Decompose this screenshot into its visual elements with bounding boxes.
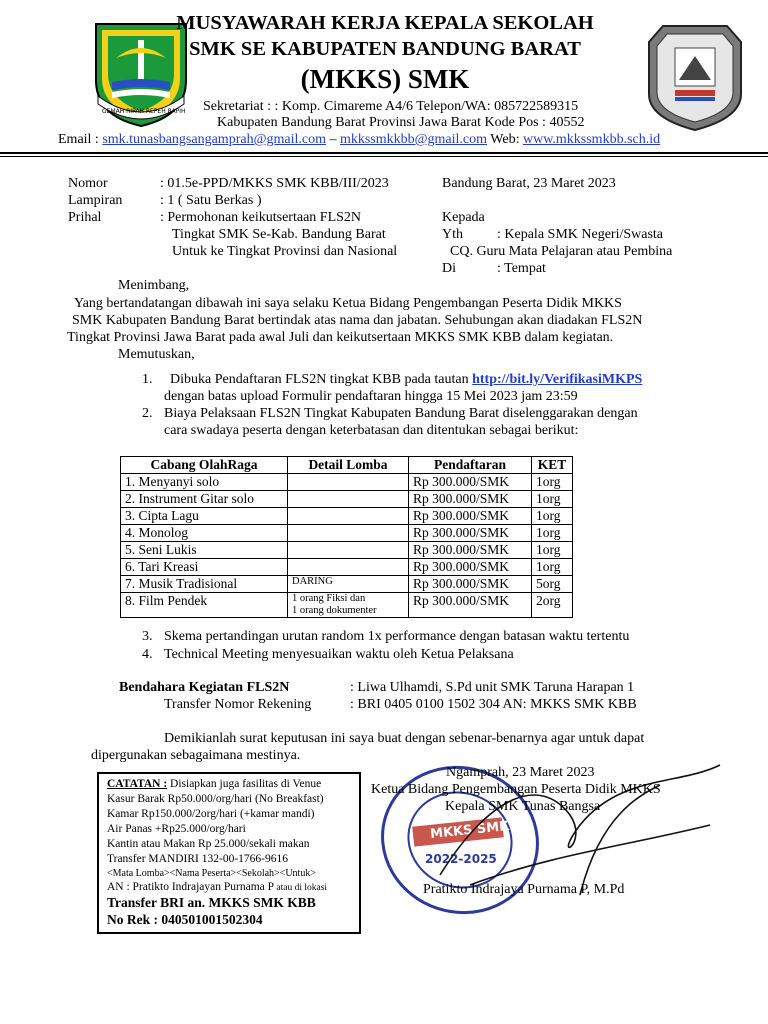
stamp-center-text: MKKS SMK xyxy=(429,818,510,843)
cell-ket: 1org xyxy=(532,508,573,525)
item-3-number: 3. xyxy=(142,629,153,644)
closing-line-1: Demikianlah surat keputusan ini saya buat dengan sebenar-benarnya agar untuk dapat xyxy=(164,731,645,746)
notes-rek: No Rek : 040501001502304 xyxy=(107,912,263,927)
nomor-value: : 01.5e-PPD/MKKS SMK KBB/III/2023 xyxy=(160,176,389,191)
item-1-number: 1. xyxy=(142,372,153,387)
prihal-value-3: Untuk ke Tingkat Provinsi dan Nasional xyxy=(172,244,398,259)
bendahara-value: : Liwa Ulhamdi, S.Pd unit SMK Taruna Harapan 1 xyxy=(350,680,635,695)
prihal-value-1: : Permohonan keikutsertaan FLS2N xyxy=(160,210,362,225)
header-detail: Detail Lomba xyxy=(288,457,409,474)
cell-ket: 1org xyxy=(532,542,573,559)
prihal-label: Prihal xyxy=(68,210,102,225)
cell-cabang: 4. Monolog xyxy=(121,525,288,542)
verification-link[interactable]: http://bit.ly/VerifikasiMKPS xyxy=(472,372,643,387)
header-title-1: MUSYAWARAH KERJA KEPALA SEKOLAH xyxy=(176,12,594,34)
email-link-2[interactable]: mkkssmkkbb@gmail.com xyxy=(339,132,488,147)
cell-biaya: Rp 300.000/SMK xyxy=(409,559,532,576)
lampiran-value: : 1 ( Satu Berkas ) xyxy=(160,193,262,208)
signature-name: Pratikto Indrajaya Purnama P, M.Pd xyxy=(423,882,625,897)
table-row xyxy=(121,542,573,559)
notes-line-3: Kamar Rp150.000/2org/hari (+kamar mandi) xyxy=(107,808,315,820)
cell-detail xyxy=(288,474,409,491)
cell-cabang: 2. Instrument Gitar solo xyxy=(121,491,288,508)
cell-cabang: 3. Cipta Lagu xyxy=(121,508,288,525)
header-cabang: Cabang OlahRaga xyxy=(121,457,288,474)
cell-ket: 1org xyxy=(532,525,573,542)
web-label: Web: xyxy=(490,132,520,147)
rekening-label: Transfer Nomor Rekening xyxy=(164,697,312,712)
paragraph-1-line-3: Tingkat Provinsi Jawa Barat pada awal Juli dan keikutsertaan MKKS SMK KBB dalam kegiatan. xyxy=(67,330,614,345)
memutuskan-heading: Memutuskan, xyxy=(118,347,195,362)
nomor-label: Nomor xyxy=(68,176,108,191)
table-row xyxy=(121,593,573,618)
table-row xyxy=(121,559,573,576)
lampiran-label: Lampiran xyxy=(68,193,123,208)
yth-value: : Kepala SMK Negeri/Swasta xyxy=(497,227,664,242)
cell-biaya: Rp 300.000/SMK xyxy=(409,593,532,618)
notes-box xyxy=(97,772,361,934)
header-rule-thin xyxy=(0,156,768,157)
cell-detail xyxy=(288,542,409,559)
rekening-value: : BRI 0405 0100 1502 304 AN: MKKS SMK KBB xyxy=(350,697,637,712)
table-row xyxy=(121,525,573,542)
notes-line-5: Kantin atau Makan Rp 25.000/sekali makan xyxy=(107,838,310,850)
cell-detail xyxy=(288,491,409,508)
notes-bri: Transfer BRI an. MKKS SMK KBB xyxy=(107,895,316,910)
mkks-logo xyxy=(645,20,745,132)
header-rule-thick xyxy=(0,152,768,154)
menimbang-heading: Menimbang, xyxy=(118,278,190,293)
notes-line-1 xyxy=(107,778,321,790)
cell-cabang: 5. Seni Lukis xyxy=(121,542,288,559)
cell-ket: 1org xyxy=(532,474,573,491)
cell-detail: DARING xyxy=(288,576,409,593)
bendahara-label: Bendahara Kegiatan FLS2N xyxy=(119,680,290,695)
table-row xyxy=(121,491,573,508)
notes-line-4: Air Panas +Rp25.000/org/hari xyxy=(107,823,246,835)
table-header-row xyxy=(121,457,573,474)
header-ket: KET xyxy=(532,457,573,474)
email-separator: – xyxy=(329,132,337,147)
signature-role-2: Kepala SMK Tunas Bangsa xyxy=(445,799,601,814)
header-title-3: (MKKS) SMK xyxy=(300,64,470,94)
cq-line: CQ. Guru Mata Pelajaran atau Pembina xyxy=(450,244,673,259)
header-address-2: Kabupaten Bandung Barat Provinsi Jawa Barat Kode Pos : 40552 xyxy=(217,115,585,130)
item-3-text: Skema pertandingan urutan random 1x performance dengan batasan waktu tertentu xyxy=(164,629,630,644)
catatan-text: Disiapkan juga fasilitas di Venue xyxy=(167,778,322,790)
paragraph-1-line-1: Yang bertandatangan dibawah ini saya selaku Ketua Bidang Pengembangan Peserta Didik MKKS xyxy=(74,296,622,311)
cell-ket: 1org xyxy=(532,491,573,508)
cell-biaya: Rp 300.000/SMK xyxy=(409,525,532,542)
cell-cabang: 7. Musik Tradisional xyxy=(121,576,288,593)
item-2-line-1: Biaya Pelaksaan FLS2N Tingkat Kabupaten Bandung Barat diselenggarakan dengan xyxy=(164,406,638,421)
cell-ket: 2org xyxy=(532,593,573,618)
cell-biaya: Rp 300.000/SMK xyxy=(409,474,532,491)
item-1-lead: Dibuka Pendaftaran FLS2N tingkat KBB pada tautan xyxy=(170,372,469,387)
competition-fee-table xyxy=(120,456,573,618)
cell-detail xyxy=(288,525,409,542)
item-4-text: Technical Meeting menyesuaikan waktu oleh Ketua Pelaksana xyxy=(164,647,514,662)
prihal-value-2: Tingkat SMK Se-Kab. Bandung Barat xyxy=(172,227,386,242)
notes-lokasi: atau di lokasi xyxy=(274,883,328,893)
header-contact-line xyxy=(58,132,660,148)
header-title-2: SMK SE KABUPATEN BANDUNG BARAT xyxy=(189,38,581,60)
cell-biaya: Rp 300.000/SMK xyxy=(409,508,532,525)
cell-biaya: Rp 300.000/SMK xyxy=(409,542,532,559)
logo-ribbon-text: GEMAH RIPAH REPEH RAPIH xyxy=(102,108,186,115)
email-link-1[interactable]: smk.tunasbangsangamprah@gmail.com xyxy=(102,132,326,147)
item-4-number: 4. xyxy=(142,647,153,662)
item-2-line-2: cara swadaya peserta dengan keterbatasan dan ditentukan sebagai berikut: xyxy=(164,423,579,438)
stamp-years: 2022-2025 xyxy=(425,852,497,866)
signature-role-1: Ketua Bidang Pengembangan Peserta Didik MKKS xyxy=(371,782,661,797)
closing-line-2: dipergunakan sebagaimana mestinya. xyxy=(91,748,301,763)
paragraph-1-line-2: SMK Kabupaten Bandung Barat bertindak atas nama dan jabatan. Sehubungan akan diadakan FLS2N xyxy=(72,313,643,328)
detail-line-1: 1 orang Fiksi dan xyxy=(292,593,366,604)
signature-place-date: Ngamprah, 23 Maret 2023 xyxy=(446,765,595,780)
cell-biaya: Rp 300.000/SMK xyxy=(409,576,532,593)
notes-line-2: Kasur Barak Rp50.000/org/hari (No Breakfast) xyxy=(107,793,324,805)
cell-ket: 5org xyxy=(532,576,573,593)
cell-detail xyxy=(288,559,409,576)
cell-cabang: 6. Tari Kreasi xyxy=(121,559,288,576)
notes-an: AN : Pratikto Indrajayan Purnama P xyxy=(107,881,275,893)
cell-biaya: Rp 300.000/SMK xyxy=(409,491,532,508)
notes-line-7: <Mata Lomba><Nama Peserta><Sekolah><Untuk> xyxy=(107,868,316,879)
item-1-text xyxy=(170,372,642,388)
header-pendaftaran: Pendaftaran xyxy=(409,457,532,474)
di-label: Di xyxy=(442,261,456,276)
table-row xyxy=(121,508,573,525)
kepada-label: Kepada xyxy=(442,210,485,225)
header-address-1: Sekretariat : : Komp. Cimareme A4/6 Telepon/WA: 085722589315 xyxy=(203,99,579,114)
catatan-label: CATATAN : xyxy=(107,778,168,790)
notes-line-8 xyxy=(107,881,327,893)
item-1-line-2: dengan batas upload Formulir pendaftaran hingga 15 Mei 2023 jam 23:59 xyxy=(164,389,578,404)
web-link[interactable]: www.mkkssmkbb.sch.id xyxy=(522,132,661,147)
cell-detail xyxy=(288,508,409,525)
detail-line-2: 1 orang dokumenter xyxy=(292,605,377,616)
cell-ket: 1org xyxy=(532,559,573,576)
item-2-number: 2. xyxy=(142,406,153,421)
notes-line-6: Transfer MANDIRI 132-00-1766-9616 xyxy=(107,853,289,865)
letter-date: Bandung Barat, 23 Maret 2023 xyxy=(442,176,616,191)
table-row xyxy=(121,474,573,491)
email-label: Email : xyxy=(58,132,99,147)
di-value: : Tempat xyxy=(497,261,546,276)
cell-cabang: 1. Menyanyi solo xyxy=(121,474,288,491)
cell-detail xyxy=(288,593,409,618)
yth-label: Yth xyxy=(442,227,463,242)
cell-cabang: 8. Film Pendek xyxy=(121,593,288,618)
table-row xyxy=(121,576,573,593)
